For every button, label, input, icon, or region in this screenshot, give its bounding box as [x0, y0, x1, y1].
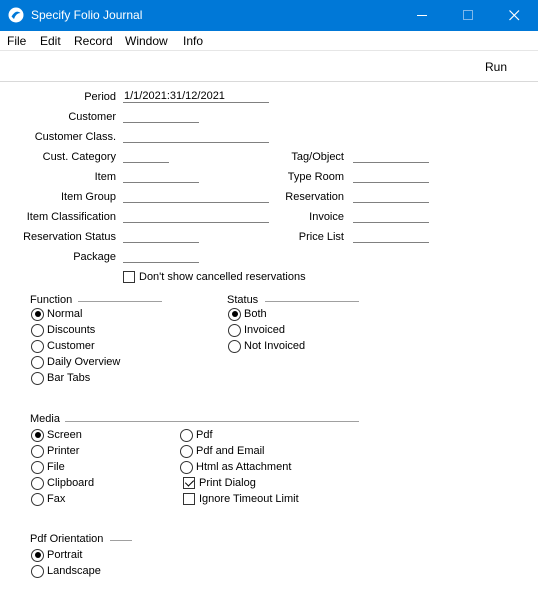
menu-file[interactable]: File [7, 34, 27, 48]
radio-button[interactable] [31, 493, 44, 506]
specify-logo-icon [8, 7, 24, 23]
radio-label: Invoiced [244, 324, 285, 336]
function-group-title: Function [30, 294, 73, 306]
radio-button[interactable] [31, 477, 44, 490]
radio-function-discounts[interactable] [31, 323, 95, 337]
radio-label: Customer [47, 340, 95, 352]
radio-button[interactable] [180, 445, 193, 458]
radio-media-clipboard[interactable] [31, 476, 94, 490]
radio-button[interactable] [228, 324, 241, 337]
item-label: Item [94, 171, 116, 183]
cust-category-label: Cust. Category [42, 151, 116, 163]
customer-class-label: Customer Class. [34, 131, 116, 143]
ignore-timeout-checkbox[interactable] [183, 492, 299, 506]
menu-record[interactable]: Record [74, 34, 113, 48]
tag-object-label: Tag/Object [291, 151, 344, 163]
radio-label: Daily Overview [47, 356, 121, 368]
radio-button[interactable] [31, 445, 44, 458]
tag-object-field[interactable] [353, 149, 429, 163]
customer-class-field[interactable] [123, 129, 269, 143]
checkbox-label: Don't show cancelled reservations [139, 271, 306, 283]
type-room-label: Type Room [287, 171, 344, 183]
radio-media-pdf[interactable] [180, 428, 213, 442]
radio-status-not-invoiced[interactable] [228, 339, 305, 353]
menu-window[interactable]: Window [125, 34, 168, 48]
radio-status-both[interactable] [228, 307, 267, 321]
invoice-label: Invoice [309, 211, 344, 223]
item-classification-label: Item Classification [26, 211, 116, 223]
radio-button[interactable] [228, 340, 241, 353]
radio-media-printer[interactable] [31, 444, 79, 458]
report-form [3, 83, 535, 605]
maximize-icon [463, 10, 474, 21]
menu-info[interactable]: Info [183, 34, 204, 48]
period-label: Period [84, 91, 116, 103]
radio-label: Printer [47, 445, 80, 457]
menu-edit[interactable]: Edit [40, 34, 61, 48]
item-group-field[interactable] [123, 189, 269, 203]
radio-media-pdf-and-email[interactable] [180, 444, 264, 458]
radio-status-invoiced[interactable] [228, 323, 285, 337]
reservation-field[interactable] [353, 189, 429, 203]
radio-orientation-portrait[interactable] [31, 548, 82, 562]
radio-button[interactable] [31, 372, 44, 385]
media-group-divider [65, 421, 359, 422]
radio-function-bar-tabs[interactable] [31, 371, 90, 385]
price-list-field[interactable] [353, 229, 429, 243]
radio-function-customer[interactable] [31, 339, 95, 353]
radio-button[interactable] [180, 429, 193, 442]
minimize-button[interactable] [400, 0, 446, 31]
radio-label: Not Invoiced [244, 340, 306, 352]
radio-button[interactable] [31, 549, 44, 562]
radio-media-screen[interactable] [31, 428, 82, 442]
run-button[interactable]: Run [484, 60, 507, 74]
reservation-label: Reservation [285, 191, 344, 203]
checkbox-box[interactable] [123, 271, 135, 283]
radio-label: File [47, 461, 65, 473]
window-title: Specify Folio Journal [31, 8, 143, 22]
pdf-orientation-group-divider [110, 540, 132, 541]
dont-show-cancelled-checkbox[interactable] [123, 270, 306, 284]
radio-button[interactable] [228, 308, 241, 321]
checkbox-label: Print Dialog [199, 477, 256, 489]
package-label: Package [73, 251, 116, 263]
checkbox-box[interactable] [183, 477, 195, 489]
radio-button[interactable] [31, 308, 44, 321]
radio-media-html-attachment[interactable] [180, 460, 291, 474]
radio-label: Html as Attachment [196, 461, 292, 473]
invoice-field[interactable] [353, 209, 429, 223]
customer-field[interactable] [123, 109, 199, 123]
radio-label: Pdf [196, 429, 213, 441]
radio-media-fax[interactable] [31, 492, 65, 506]
checkbox-box[interactable] [183, 493, 195, 505]
reservation-status-label: Reservation Status [23, 231, 116, 243]
menu-bar [0, 31, 538, 51]
radio-label: Bar Tabs [47, 372, 91, 384]
reservation-status-field[interactable] [123, 229, 199, 243]
pdf-orientation-group-title: Pdf Orientation [30, 533, 104, 545]
radio-button[interactable] [31, 429, 44, 442]
title-bar [0, 0, 538, 31]
customer-label: Customer [68, 111, 116, 123]
item-field[interactable] [123, 169, 199, 183]
radio-button[interactable] [31, 340, 44, 353]
status-group-title: Status [227, 294, 259, 306]
radio-orientation-landscape[interactable] [31, 564, 101, 578]
package-field[interactable] [123, 249, 199, 263]
radio-function-daily-overview[interactable] [31, 355, 120, 369]
radio-function-normal[interactable] [31, 307, 82, 321]
function-group-divider [78, 301, 162, 302]
print-dialog-checkbox[interactable] [183, 476, 256, 490]
radio-label: Fax [47, 493, 66, 505]
close-button[interactable] [492, 0, 538, 31]
price-list-label: Price List [298, 231, 344, 243]
radio-button[interactable] [31, 356, 44, 369]
media-group-title: Media [30, 413, 60, 425]
item-group-label: Item Group [60, 191, 116, 203]
radio-label: Pdf and Email [196, 445, 265, 457]
status-group-divider [265, 301, 359, 302]
radio-label: Both [244, 308, 267, 320]
radio-media-file[interactable] [31, 460, 65, 474]
item-classification-field[interactable] [123, 209, 269, 223]
cust-category-field[interactable] [123, 149, 169, 163]
type-room-field[interactable] [353, 169, 429, 183]
radio-label: Discounts [47, 324, 96, 336]
toolbar [0, 52, 538, 82]
radio-label: Clipboard [47, 477, 95, 489]
radio-label: Portrait [47, 549, 83, 561]
radio-label: Screen [47, 429, 82, 441]
close-icon [509, 10, 520, 21]
radio-button[interactable] [180, 461, 193, 474]
radio-button[interactable] [31, 565, 44, 578]
period-field[interactable] [123, 89, 269, 103]
radio-button[interactable] [31, 324, 44, 337]
maximize-button[interactable] [446, 0, 492, 31]
checkbox-label: Ignore Timeout Limit [199, 493, 299, 505]
radio-label: Normal [47, 308, 83, 320]
radio-label: Landscape [47, 565, 101, 577]
minimize-icon [417, 10, 428, 21]
radio-button[interactable] [31, 461, 44, 474]
